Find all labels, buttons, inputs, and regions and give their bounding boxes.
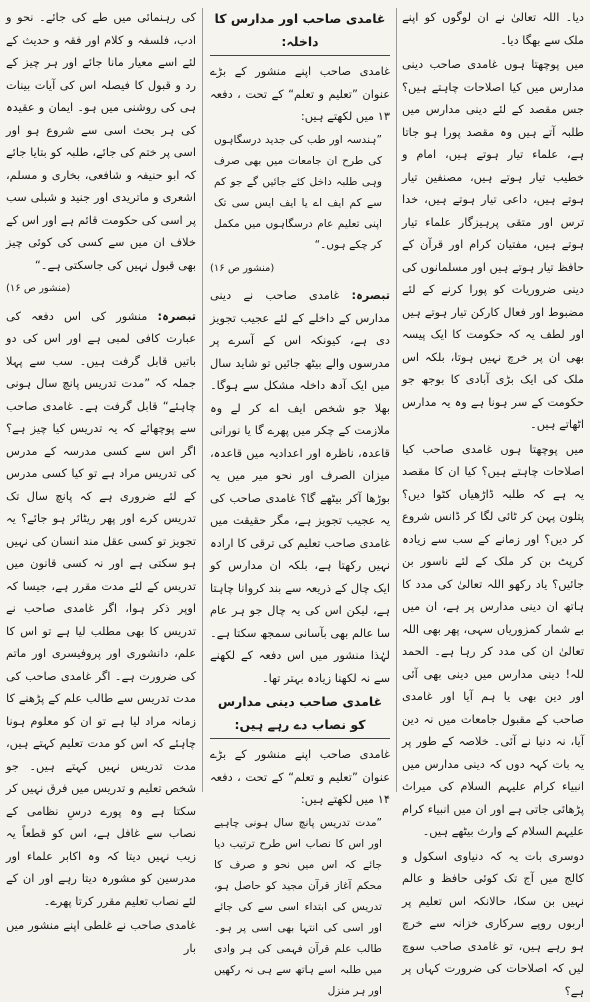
paragraph: غامدی صاحب اپنے منشور کے بڑے عنوان ”تعلیم و تعلم“ کے تحت ، دفعہ ۱۴ میں لکھتے ہیں: [210,743,390,811]
commentary-label: تبصرہ: [352,288,390,302]
paragraph: دیا۔ اللہ تعالیٰ نے ان لوگوں کو اپنے ملک سے بھگا دیا۔ [402,6,584,51]
paragraph: میں پوچھتا ہوں غامدی صاحب دینی مدارس میں کیا اصلاحات چاہتے ہیں؟ جس مقصد کے لئے دینی مدارس میں طلبہ آتے ہیں وہ مقصد پورا ہو جاتا ہے، علماء تیار ہوتے ہیں، امام و خطیب تیار ہوتے ہیں، مصنفین تیار ہوتے ہیں، داعی تیار ہوتے ہیں، خدا ترس اور متقی پرہیزگار علماء تیار ہوتے ہیں، مفتیان کرام اور قرآن کے حافظ تیار ہوتے ہیں اور مسلمانوں کی دینی ضروریات کو پورا کرنے کے لئے مضبوط اور فعال کارکن تیار ہوتے ہیں اور لطف یہ کہ حکومت کا ایک پیسہ بھی ان پر خرچ نہیں ہوتا، بلکہ اس ملک کی ایک بڑی آبادی کا بوجھ جو حکومت کے سر ہونا ہے وہ یہ مدارس اٹھاتے ہیں۔ [402,53,584,436]
paragraph [210,284,390,689]
commentary-text: غامدی صاحب نے دینی مدارس کے داخلے کے لئے عجیب تجویز دی ہے، کیونکہ اس کے آسرے پر مدرسوں والے بیٹھ جائیں تو شاید سال میں ایک آدھ داخلہ مشکل سے ہوگا۔ بھلا جو شخص ایف اے کر لے وہ ملازمت کے چکر میں پھرے گا یا نورانی قاعدہ، ناظرہ اور اعدادیہ میں قاعدہ، میزان الصرف اور نحو میر میں یہ بوڑھا آکر بیٹھے گا؟ غامدی صاحب کی یہ عجیب تجویز ہے، مگر حقیقت میں غامدی صاحب تعلیم کی ترقی کا ارادہ نہیں رکھتا ہے، بلکہ ان مدارس کو ایک چال کے ذریعہ سے بند کروانا چاہتا ہے، لیکن اس کی یہ چال جو ہر عام سا عالم بھی بآسانی سمجھ سکتا ہے۔ لہٰذا منشور میں اس دفعہ کے لکھنے سے نہ لکھنا زیادہ بہتر تھا۔ [210,288,390,685]
right-column [402,6,584,796]
citation: (منشور ص ۱۶) [6,278,194,301]
paragraph: میں پوچھتا ہوں غامدی صاحب کیا اصلاحات چاہتے ہیں؟ کیا ان کا مقصد یہ ہے کہ طلبہ ڈاڑھیاں کٹوا دیں؟ پتلون پہن کر ٹائی لگا کر ڈانس شروع کر دیں؟ اور زمانے کے سب سے زیادہ کرپٹ بن کر ملک کے لئے ناسور بن جائیں؟ یاد رکھو اللہ تعالیٰ کی مدد کا ہاتھ ان دینی مدارس پر ہے، ان میں بے شمار کمزوریاں سہی، پھر بھی اللہ تعالیٰ ان کی مدد کر رہا ہے۔ الحمد للہ! دینی مدارس میں دینی بھی آئی اور دین بھی یا ہم آیا اور غامدی صاحب کے مقبول جامعات میں نہ دین آیا، نہ دنیا نے آئی۔ خلاصہ کے طور پر یہ بات کہہ دوں کہ دینی مدارس میں انبیاء کرام علیہم السلام کی میراث پڑھائی جاتی ہے اور ان میں انبیاء کرام علیہم السلام کے وارث بیٹھے ہیں۔ [402,438,584,843]
commentary-label: تبصرہ: [158,309,196,323]
column-divider [396,8,397,792]
commentary-text: منشور کی اس دفعہ کی عبارت کافی لمبی ہے اور اس کی دو باتیں قابل گرفت ہیں۔ سب سے پہلا جملہ کہ ”مدت تدریس پانچ سال ہونی چاہئے“ قابل گرفت ہے۔ غامدی صاحب سے پوچھائے کہ یہ تدریس کیا چیز ہے؟ اگر اس سے کسی مدرسہ کے مدرس کی تدریس مراد ہے تو کیا کسی مدرس کے لئے ضروری ہے کہ پانچ سال تک تدریس کرے اور پھر ریٹائر ہو جائے؟ یہ تجویز تو کسی عقل مند انسان کی نہیں ہو سکتی ہے اور نہ کسی قانون میں تدریس کے لئے مدت مقرر ہے، جیسا کہ اوپر ذکر ہوا، اگر غامدی صاحب نے تدریس کا بھی مطلب لیا ہے تو اس کا علم، دانشوری اور پروفیسری اور ماتم کی ضرورت ہے۔ اگر غامدی صاحب کی مدت تدریس سے طالب علم کے پڑھنے کا زمانہ مراد لیا ہے تو ان کو معلوم ہونا چاہئے کہ اس کو مدت تعلیم کہتے ہیں، مدت تدریس نہیں کہتے ہیں۔ جو شخص تعلیم و تدریس میں فرق نہیں کر سکتا ہے وہ پورے درسِ نظامی کے نصاب سے غافل ہے، اس کو قطعاً یہ زیب نہیں دیتا کہ وہ اکابر علماء اور مدرسین کو مشورہ دیتا رہے اور ان کے لئے نصاب تعلیم مقرر کرتا پھرے۔ [6,309,196,908]
quotation: ”ہندسہ اور طب کی جدید درسگاہوں کی طرح ان جامعات میں بھی صرف وہی طلبہ داخل کئے جائیں گے جو کم سے کم ایف اے یا ایف ایس سی تک اپنی تعلیم عام درسگاہوں میں مکمل کر چکے ہوں۔“ [214,130,382,256]
citation: (منشور ص ۱۶) [210,258,388,281]
section-heading: غامدی صاحب دینی مدارس کو نصاب دے رہے ہیں: [210,691,390,739]
paragraph: دوسری بات یہ کہ دنیاوی اسکول و کالج میں آج تک کوئی حافظ و عالم نہیں بن سکا، حالانکہ اس تعلیم پر اربوں روپے سرکاری خزانہ سے خرچ ہو رہے ہیں، تو غامدی صاحب سوچ لیں کہ اصلاحات کی ضرورت کہاں پر ہے؟ [402,845,584,1002]
paragraph: کی رہنمائی میں طے کی جائے۔ نحو و ادب، فلسفہ و کلام اور فقہ و حدیث کے لئے اسے معیار مانا جائے اور ہر چیز کے رد و قبول کا فیصلہ اس کی آیات بینات ہی کی روشنی میں ہو۔ ایمان و عقیدہ کی ہر بحث اسی سے شروع ہو اور اسی پر ختم کی جائے، طلبہ کو بتایا جائے کہ ابو حنیفہ و شافعی، بخاری و مسلم، اشعری و ماتریدی اور جنید و شبلی سب پر اسی کی حکومت قائم ہے اور اس کے خلاف ان میں سے کسی کی کوئی چیز بھی قبول نہیں کی جاسکتی ہے۔“ [6,6,196,276]
quotation: ”مدت تدریس پانچ سال ہونی چاہیے اور اس کا نصاب اس طرح ترتیب دیا جائے کہ اس میں نحو و صرف کا محکم آغاز قرآن مجید کو حاصل ہو، تدریس کی ابتداء اسی سے کی جائے اور اسی کی انتہا بھی اسی پر ہو۔ طالب علم قرآن فہمی کی ہر وادی میں طلبہ اسے ہاتھ سے ہی نہ رکھیں اور ہر منزل [214,813,382,1002]
middle-column [210,6,390,796]
section-heading: غامدی صاحب اور مدارس کا داخلہ: [210,8,390,56]
column-divider [202,8,203,792]
paragraph: غامدی صاحب اپنے منشور کے بڑے عنوان ”تعلیم و تعلم“ کے تحت ، دفعہ ۱۳ میں لکھتے ہیں: [210,60,390,128]
left-column [6,6,196,796]
paragraph: غامدی صاحب نے غلطی اپنے منشور میں بار [6,914,196,959]
paragraph [6,305,196,913]
